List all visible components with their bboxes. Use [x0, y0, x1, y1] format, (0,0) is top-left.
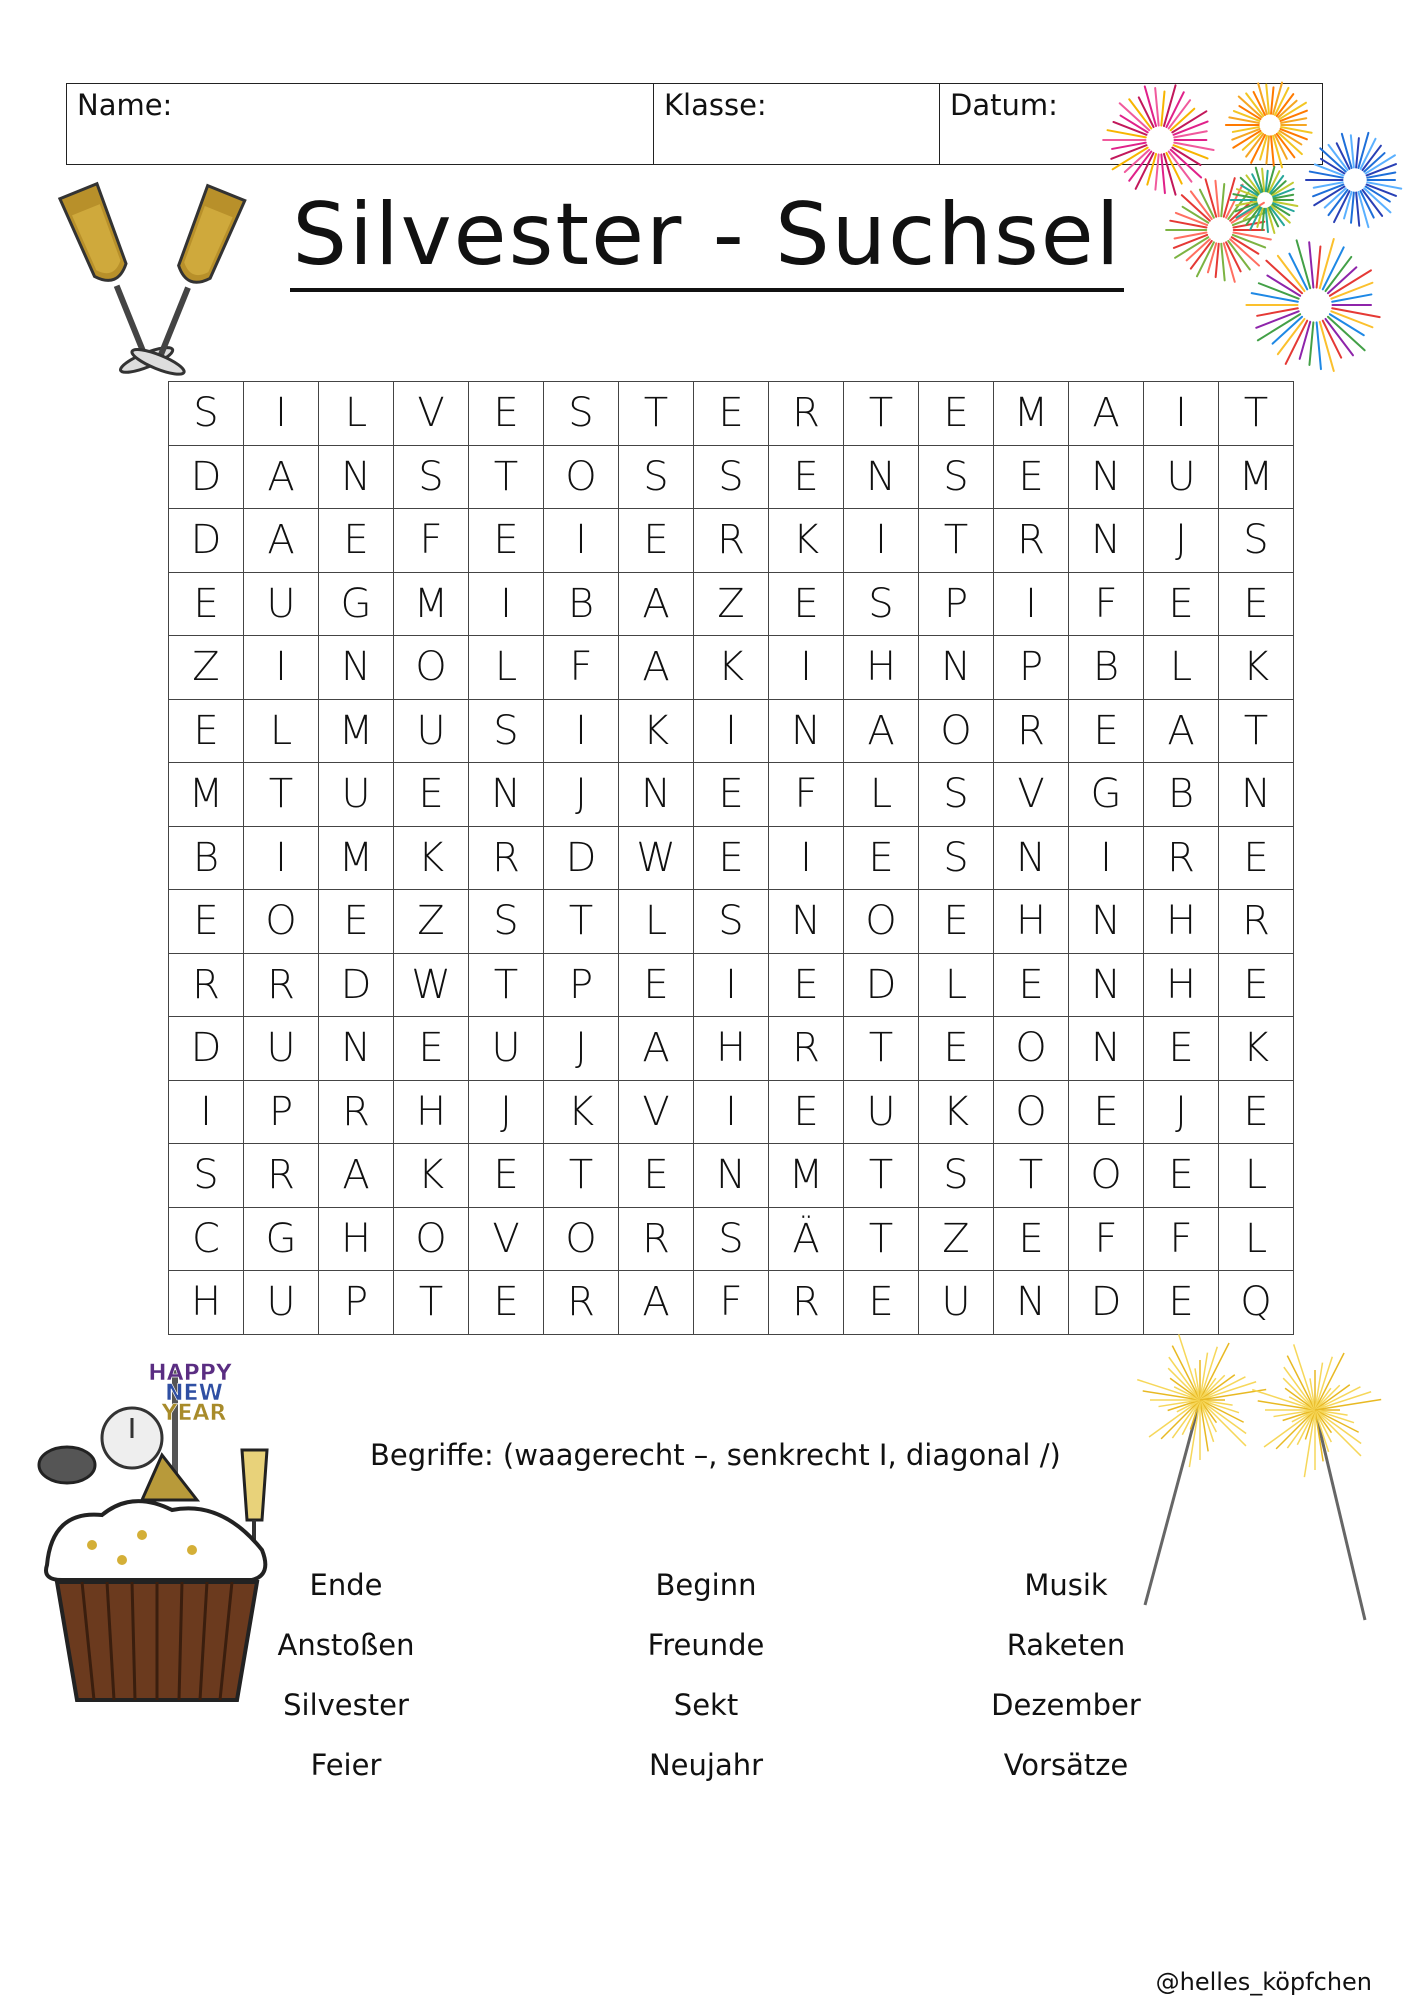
grid-cell: D [1069, 1271, 1144, 1335]
grid-cell: N [694, 1144, 769, 1208]
grid-cell: L [244, 700, 319, 764]
grid-cell: I [244, 636, 319, 700]
grid-cell: M [319, 827, 394, 891]
grid-cell: H [694, 1017, 769, 1081]
grid-cell: E [469, 509, 544, 573]
grid-cell: E [1219, 573, 1294, 637]
grid-cell: E [619, 509, 694, 573]
grid-cell: L [919, 954, 994, 1018]
grid-cell: M [319, 700, 394, 764]
grid-cell: G [1069, 763, 1144, 827]
class-label: Klasse: [664, 88, 767, 122]
grid-cell: D [169, 446, 244, 510]
grid-cell: A [319, 1144, 394, 1208]
grid-cell: L [319, 382, 394, 446]
grid-cell: E [919, 382, 994, 446]
grid-cell: M [169, 763, 244, 827]
grid-cell: E [919, 1017, 994, 1081]
grid-cell: B [169, 827, 244, 891]
grid-cell: E [769, 1081, 844, 1145]
grid-cell: W [394, 954, 469, 1018]
grid-cell: E [844, 1271, 919, 1335]
grid-cell: O [544, 1208, 619, 1272]
grid-cell: T [919, 509, 994, 573]
grid-cell: V [619, 1081, 694, 1145]
grid-cell: A [844, 700, 919, 764]
word-item: Anstoßen [277, 1628, 415, 1662]
grid-cell: N [319, 446, 394, 510]
page-title: Silvester - Suchsel [0, 192, 1414, 292]
grid-cell: U [469, 1017, 544, 1081]
grid-cell: D [169, 1017, 244, 1081]
grid-cell: V [394, 382, 469, 446]
word-item: Sekt [673, 1688, 739, 1722]
grid-cell: S [919, 446, 994, 510]
word-item: Raketen [1006, 1628, 1126, 1662]
grid-cell: E [769, 573, 844, 637]
grid-cell: R [994, 509, 1069, 573]
grid-cell: A [619, 573, 694, 637]
grid-cell: P [319, 1271, 394, 1335]
grid-cell: M [394, 573, 469, 637]
grid-cell: E [319, 509, 394, 573]
grid-cell: N [1069, 954, 1144, 1018]
grid-cell: E [169, 573, 244, 637]
grid-cell: S [169, 382, 244, 446]
grid-cell: O [994, 1017, 1069, 1081]
grid-cell: S [394, 446, 469, 510]
grid-cell: R [694, 509, 769, 573]
grid-cell: R [994, 700, 1069, 764]
grid-cell: F [694, 1271, 769, 1335]
grid-cell: N [1069, 509, 1144, 573]
word-item: Beginn [655, 1568, 757, 1602]
grid-cell: E [619, 954, 694, 1018]
grid-cell: F [769, 763, 844, 827]
grid-cell: E [1144, 1017, 1219, 1081]
grid-cell: S [619, 446, 694, 510]
grid-cell: E [394, 763, 469, 827]
grid-cell: O [994, 1081, 1069, 1145]
grid-cell: I [169, 1081, 244, 1145]
grid-cell: J [469, 1081, 544, 1145]
grid-cell: P [994, 636, 1069, 700]
word-item: Musik [1024, 1568, 1108, 1602]
grid-cell: B [1144, 763, 1219, 827]
grid-cell: U [319, 763, 394, 827]
grid-cell: K [694, 636, 769, 700]
grid-cell: K [544, 1081, 619, 1145]
grid-cell: H [394, 1081, 469, 1145]
word-search-grid [168, 381, 1294, 1335]
grid-cell: T [469, 446, 544, 510]
grid-cell: O [394, 1208, 469, 1272]
grid-cell: I [769, 636, 844, 700]
grid-cell: E [919, 890, 994, 954]
grid-cell: A [1144, 700, 1219, 764]
grid-cell: K [619, 700, 694, 764]
word-column-1 [196, 1555, 496, 1795]
grid-cell: S [694, 446, 769, 510]
word-item: Ende [309, 1568, 383, 1602]
grid-cell: U [919, 1271, 994, 1335]
grid-cell: E [694, 763, 769, 827]
grid-cell: I [1069, 827, 1144, 891]
grid-cell: J [1144, 509, 1219, 573]
grid-cell: T [1219, 382, 1294, 446]
grid-cell: E [169, 700, 244, 764]
grid-cell: S [469, 700, 544, 764]
grid-cell: A [619, 636, 694, 700]
grid-cell: E [1219, 954, 1294, 1018]
grid-cell: L [1144, 636, 1219, 700]
grid-cell: H [1144, 954, 1219, 1018]
grid-cell: T [244, 763, 319, 827]
grid-cell: D [169, 509, 244, 573]
author-credit: @helles_köpfchen [1155, 1968, 1372, 1996]
name-label: Name: [77, 88, 173, 122]
grid-cell: E [994, 446, 1069, 510]
grid-cell: N [469, 763, 544, 827]
grid-cell: R [1219, 890, 1294, 954]
grid-cell: E [169, 890, 244, 954]
grid-cell: J [544, 1017, 619, 1081]
grid-cell: D [844, 954, 919, 1018]
date-label: Datum: [950, 88, 1058, 122]
grid-cell: H [319, 1208, 394, 1272]
grid-cell: R [169, 954, 244, 1018]
grid-cell: N [844, 446, 919, 510]
grid-cell: O [1069, 1144, 1144, 1208]
grid-cell: I [769, 827, 844, 891]
grid-cell: I [244, 827, 319, 891]
grid-cell: E [394, 1017, 469, 1081]
grid-cell: P [544, 954, 619, 1018]
grid-cell: Z [694, 573, 769, 637]
grid-cell: Z [919, 1208, 994, 1272]
grid-cell: O [844, 890, 919, 954]
grid-cell: Z [394, 890, 469, 954]
grid-cell: E [1144, 1271, 1219, 1335]
grid-cell: O [244, 890, 319, 954]
grid-cell: E [469, 382, 544, 446]
grid-cell: F [1069, 573, 1144, 637]
grid-cell: I [694, 700, 769, 764]
grid-cell: W [619, 827, 694, 891]
grid-cell: V [994, 763, 1069, 827]
word-item: Vorsätze [1003, 1748, 1129, 1782]
grid-cell: K [394, 1144, 469, 1208]
grid-cell: N [919, 636, 994, 700]
grid-cell: I [544, 509, 619, 573]
grid-cell: T [994, 1144, 1069, 1208]
cupcake-sign-line-1: HAPPY [148, 1361, 232, 1386]
grid-cell: M [994, 382, 1069, 446]
grid-cell: F [1069, 1208, 1144, 1272]
grid-cell: M [769, 1144, 844, 1208]
grid-cell: S [1219, 509, 1294, 573]
grid-cell: E [1144, 1144, 1219, 1208]
grid-cell: E [994, 954, 1069, 1018]
grid-cell: Z [169, 636, 244, 700]
grid-cell: M [1219, 446, 1294, 510]
grid-cell: K [769, 509, 844, 573]
grid-cell: U [244, 1271, 319, 1335]
grid-cell: S [544, 382, 619, 446]
grid-cell: E [469, 1144, 544, 1208]
grid-cell: L [469, 636, 544, 700]
grid-cell: S [919, 827, 994, 891]
grid-cell: E [319, 890, 394, 954]
grid-cell: E [1144, 573, 1219, 637]
grid-cell: A [619, 1017, 694, 1081]
grid-cell: N [1069, 890, 1144, 954]
grid-cell: T [544, 1144, 619, 1208]
grid-cell: G [319, 573, 394, 637]
grid-cell: U [244, 1017, 319, 1081]
grid-cell: H [1144, 890, 1219, 954]
grid-cell: F [394, 509, 469, 573]
grid-cell: T [619, 382, 694, 446]
grid-cell: E [694, 827, 769, 891]
grid-cell: L [619, 890, 694, 954]
grid-cell: B [1069, 636, 1144, 700]
grid-cell: E [1219, 1081, 1294, 1145]
grid-cell: O [919, 700, 994, 764]
grid-cell: H [994, 890, 1069, 954]
grid-cell: I [469, 573, 544, 637]
grid-cell: S [469, 890, 544, 954]
class-field[interactable] [654, 84, 940, 164]
grid-cell: I [544, 700, 619, 764]
word-column-2 [556, 1555, 856, 1795]
grid-cell: R [544, 1271, 619, 1335]
word-column-3 [916, 1555, 1216, 1795]
grid-cell: C [169, 1208, 244, 1272]
grid-cell: G [244, 1208, 319, 1272]
grid-cell: E [769, 446, 844, 510]
grid-cell: E [844, 827, 919, 891]
grid-cell: O [394, 636, 469, 700]
grid-cell: T [844, 1144, 919, 1208]
grid-cell: S [919, 763, 994, 827]
grid-cell: P [244, 1081, 319, 1145]
word-item: Silvester [283, 1688, 409, 1722]
grid-cell: I [244, 382, 319, 446]
grid-cell: T [1219, 700, 1294, 764]
grid-cell: S [694, 1208, 769, 1272]
grid-cell: D [319, 954, 394, 1018]
grid-cell: R [469, 827, 544, 891]
grid-cell: T [844, 1208, 919, 1272]
grid-cell: L [844, 763, 919, 827]
grid-cell: J [1144, 1081, 1219, 1145]
grid-cell: R [769, 1017, 844, 1081]
grid-cell: R [769, 382, 844, 446]
word-item: Feier [310, 1748, 382, 1782]
grid-cell: V [469, 1208, 544, 1272]
grid-cell: P [919, 573, 994, 637]
grid-cell: T [844, 382, 919, 446]
grid-cell: H [844, 636, 919, 700]
grid-cell: K [919, 1081, 994, 1145]
grid-cell: S [694, 890, 769, 954]
grid-cell: U [1144, 446, 1219, 510]
terms-heading: Begriffe: (waagerecht –, senkrecht I, diagonal /) [370, 1438, 1061, 1472]
grid-cell: N [319, 1017, 394, 1081]
grid-cell: L [1219, 1144, 1294, 1208]
grid-cell: E [469, 1271, 544, 1335]
grid-cell: U [394, 700, 469, 764]
grid-cell: J [544, 763, 619, 827]
grid-cell: E [1069, 700, 1144, 764]
word-item: Neujahr [648, 1748, 764, 1782]
grid-cell: L [1219, 1208, 1294, 1272]
grid-cell: R [619, 1208, 694, 1272]
grid-cell: T [544, 890, 619, 954]
grid-cell: U [244, 573, 319, 637]
grid-cell: D [544, 827, 619, 891]
grid-cell: N [1219, 763, 1294, 827]
cupcake-sign-line-3: YEAR [161, 1401, 227, 1426]
grid-cell: A [1069, 382, 1144, 446]
grid-cell: F [544, 636, 619, 700]
grid-cell: B [544, 573, 619, 637]
grid-cell: T [844, 1017, 919, 1081]
grid-cell: T [394, 1271, 469, 1335]
grid-cell: R [1144, 827, 1219, 891]
grid-cell: N [1069, 1017, 1144, 1081]
grid-cell: E [769, 954, 844, 1018]
grid-cell: N [769, 890, 844, 954]
grid-cell: K [394, 827, 469, 891]
grid-cell: R [769, 1271, 844, 1335]
grid-cell: S [844, 573, 919, 637]
grid-cell: S [919, 1144, 994, 1208]
grid-cell: A [244, 509, 319, 573]
grid-cell: E [1219, 827, 1294, 891]
grid-cell: R [244, 954, 319, 1018]
grid-cell: H [169, 1271, 244, 1335]
grid-cell: Ä [769, 1208, 844, 1272]
grid-cell: I [844, 509, 919, 573]
grid-cell: E [994, 1208, 1069, 1272]
grid-cell: N [769, 700, 844, 764]
grid-cell: O [544, 446, 619, 510]
grid-cell: U [844, 1081, 919, 1145]
grid-cell: I [694, 954, 769, 1018]
grid-cell: N [319, 636, 394, 700]
grid-cell: I [694, 1081, 769, 1145]
grid-cell: I [1144, 382, 1219, 446]
name-field[interactable] [67, 84, 654, 164]
grid-cell: A [244, 446, 319, 510]
grid-cell: E [694, 382, 769, 446]
grid-cell: E [619, 1144, 694, 1208]
grid-cell: K [1219, 636, 1294, 700]
grid-cell: F [1144, 1208, 1219, 1272]
grid-cell: T [469, 954, 544, 1018]
grid-cell: Q [1219, 1271, 1294, 1335]
grid-cell: I [994, 573, 1069, 637]
grid-cell: K [1219, 1017, 1294, 1081]
grid-cell: N [994, 1271, 1069, 1335]
word-item: Dezember [991, 1688, 1141, 1722]
grid-cell: N [619, 763, 694, 827]
grid-cell: N [1069, 446, 1144, 510]
grid-cell: R [244, 1144, 319, 1208]
word-item: Freunde [647, 1628, 765, 1662]
grid-cell: S [169, 1144, 244, 1208]
cupcake-sign-line-2: NEW [165, 1381, 223, 1406]
grid-cell: A [619, 1271, 694, 1335]
grid-cell: R [319, 1081, 394, 1145]
grid-cell: N [994, 827, 1069, 891]
grid-cell: E [1069, 1081, 1144, 1145]
